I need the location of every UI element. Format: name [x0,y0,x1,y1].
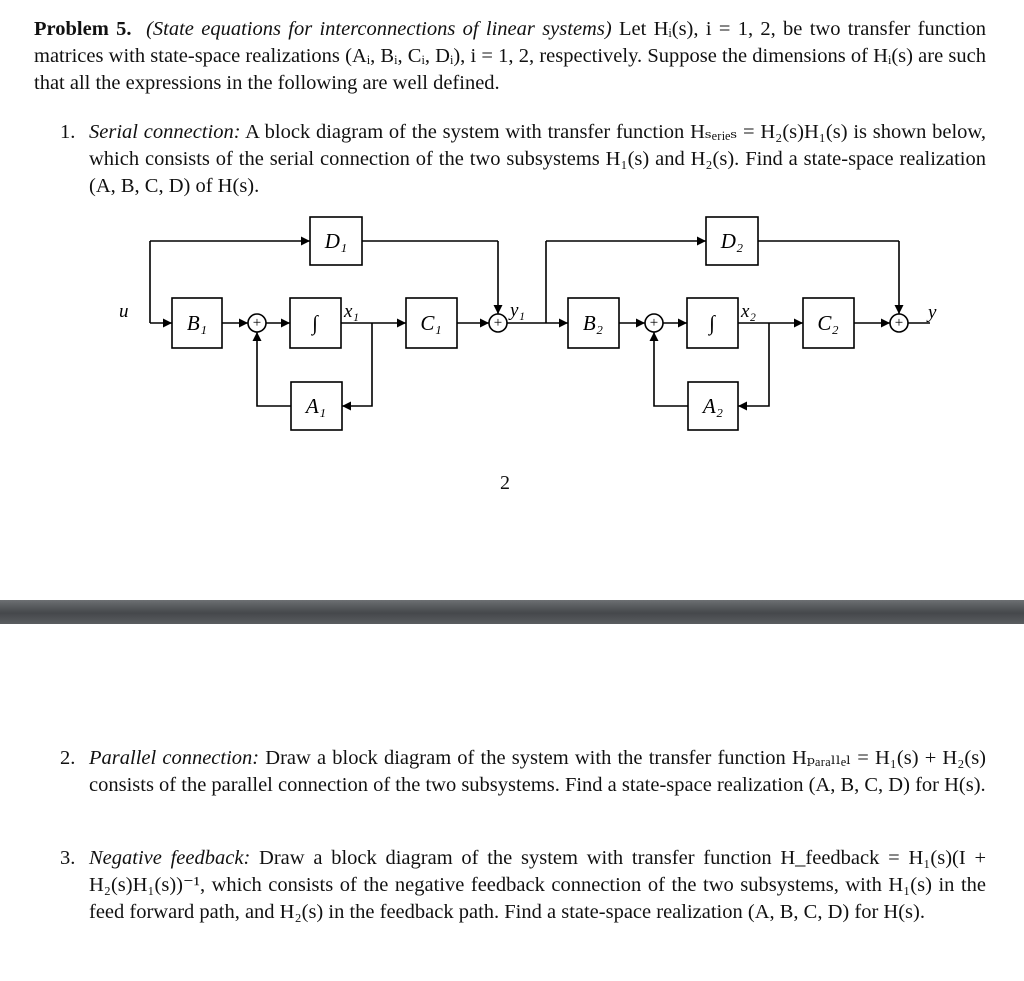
page-divider [0,600,1024,624]
block-c2-label: C₂ [817,311,839,335]
signal-x1-label: x₁ [344,301,360,322]
item-text: A block diagram of the system with transfer function Hₛₑᵣᵢₑₛ = H₂(s)H₁(s) is shown below, which consists of the serial connection of the two subsystems H₁(s) and H₂(s). Find a state-space realization (A, B, C, D) of H(s). [89,121,987,197]
block-a1-label: A₁ [305,394,327,418]
sum-2-label: + [493,315,503,331]
block-a2-label: A₂ [702,394,724,418]
item-number: 3. [60,847,76,869]
output-label: y [928,302,937,323]
block-b1-label: B₁ [186,311,208,335]
item-label: Serial connection: [89,121,241,143]
block-b2-label: B₂ [582,311,604,335]
item-label: Negative feedback: [89,847,251,869]
signal-y1-label: y₁ [510,300,526,321]
item-feedback [60,845,986,926]
integrator-1-symbol: ∫ [312,311,318,335]
block-diagram [0,0,1024,460]
wire-x1-a1 [342,323,372,406]
problem-title: (State equations for interconnections of linear systems) [146,18,612,40]
input-label: u [119,301,129,322]
sum-3-label: + [649,315,659,331]
problem-heading: Problem 5. [34,18,132,40]
sum-1-label: + [252,315,262,331]
block-d2-label: D₂ [720,229,744,253]
wire-x2-a2 [738,323,769,406]
block-c1-label: C₁ [420,311,442,335]
item-text: Draw a block diagram of the system with transfer function H_feedback = H₁(s)(I + H₂(s)H₁(s))⁻¹, which consists of the negative feedback connection of the two subsystems, with H₁(s) in the feed forward path, and H₂(s) in the feedback path. Find a state-space realization (A, B, C, D) for H(s). [89,847,986,923]
item-number: 2. [60,747,76,769]
item-text: Draw a block diagram of the system with the transfer function Hₚₐᵣₐₗₗₑₗ = H₁(s) + H₂(s) consists of the parallel connection of the two subsystems. Find a state-space realization (A, B, C, D) for H(s). [89,747,987,796]
wire-a2-sum [654,332,688,406]
wire-a1-sum [257,332,291,406]
item-parallel [60,745,986,799]
block-d1-label: D₁ [324,229,348,253]
item-label: Parallel connection: [89,747,260,769]
page-2 [0,624,1024,981]
problem-intro-text: Let Hᵢ(s), i = 1, 2, be two transfer function matrices with state-space realizations (Aᵢ, Bᵢ, Cᵢ, Dᵢ), i = 1, 2, respectively. Suppose the dimensions of Hᵢ(s) are such that all the expressions in the following are well defined. [34,18,987,94]
item-number: 1. [60,121,76,143]
page-number: 2 [500,472,510,494]
integrator-2-symbol: ∫ [709,311,715,335]
sum-4-label: + [894,315,904,331]
signal-x2-label: x₂ [741,301,757,322]
